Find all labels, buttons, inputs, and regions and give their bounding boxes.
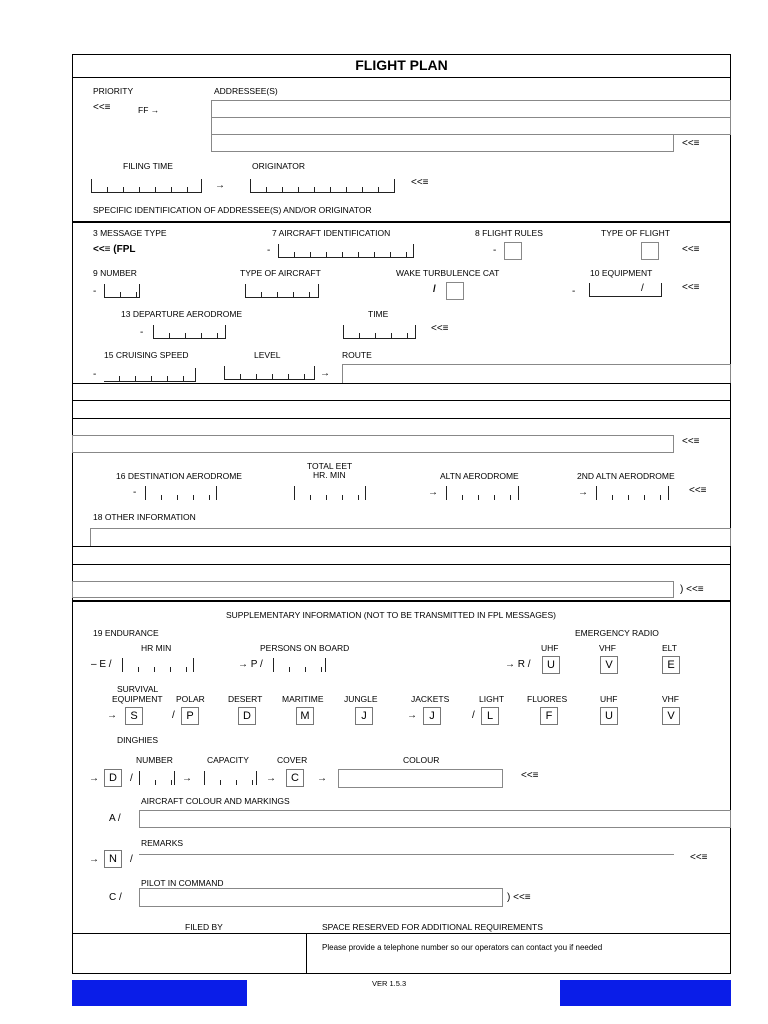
type-end: <<≡ [682, 244, 700, 255]
cruise-field[interactable] [104, 368, 196, 382]
dash: - [93, 286, 97, 297]
remarks-box[interactable]: N [104, 850, 122, 868]
addressee-field-1[interactable] [211, 100, 731, 118]
fluores-label: FLUORES [527, 694, 568, 704]
colour-field[interactable] [338, 769, 503, 788]
filing-arrow: → [215, 180, 225, 191]
remarks-field[interactable] [139, 851, 674, 855]
phone-note: Please provide a telephone number so our operators can contact you if needed [322, 943, 603, 952]
altn-label: ALTN AERODROME [440, 471, 519, 481]
form-title: FLIGHT PLAN [355, 57, 448, 73]
r-prefix: → R / [505, 659, 531, 670]
slash: / [130, 773, 133, 784]
version-label: VER 1.5.3 [372, 979, 407, 988]
wake-field[interactable] [446, 282, 464, 300]
jackets-label: JACKETS [411, 694, 450, 704]
route-field-1[interactable] [342, 364, 731, 384]
pob-label: PERSONS ON BOARD [260, 643, 350, 653]
elt-label: ELT [662, 643, 677, 653]
n-arrow: → [89, 854, 99, 865]
equipment-label: 10 EQUIPMENT [590, 268, 653, 278]
equip-end: <<≡ [682, 282, 700, 293]
uhf2-box[interactable]: U [600, 707, 618, 725]
right-blue-button[interactable] [560, 980, 731, 1006]
addressees-label: ADDRESSEE(S) [214, 86, 278, 96]
fluores-box[interactable]: F [540, 707, 558, 725]
equipment2-label: EQUIPMENT [112, 694, 163, 704]
desert-box[interactable]: D [238, 707, 256, 725]
remarks-end: <<≡ [690, 852, 708, 863]
survival-box[interactable]: S [125, 707, 143, 725]
time-label: TIME [368, 309, 389, 319]
type-aircraft-field[interactable] [245, 284, 319, 298]
time-field[interactable] [343, 325, 416, 339]
flight-rules-label: 8 FLIGHT RULES [475, 228, 543, 238]
dep-end: <<≡ [431, 323, 449, 334]
dash: - [93, 369, 97, 380]
maritime-box[interactable]: M [296, 707, 314, 725]
other-label: 18 OTHER INFORMATION [93, 512, 196, 522]
other-end: ) <<≡ [680, 584, 704, 595]
aircraft-id-field[interactable] [278, 244, 414, 258]
vhf-label: VHF [599, 643, 616, 653]
filed-by-label: FILED BY [185, 922, 223, 932]
aircraft-colour-label: AIRCRAFT COLOUR AND MARKINGS [141, 796, 290, 806]
jungle-label: JUNGLE [344, 694, 378, 704]
total-eet-field[interactable] [294, 486, 366, 500]
number-field[interactable] [104, 284, 140, 298]
slash: / [641, 283, 644, 294]
addressee-field-2[interactable] [211, 117, 731, 135]
specific-id-label: SPECIFIC IDENTIFICATION OF ADDRESSEE(S) AND/OR ORIGINATOR [93, 205, 372, 215]
level-field[interactable] [224, 366, 315, 380]
originator-end: <<≡ [411, 177, 429, 188]
d-arrow: → [89, 773, 99, 784]
dnumber-field[interactable] [139, 771, 175, 785]
dash: - [493, 245, 497, 256]
e-prefix: – E / [91, 659, 112, 670]
route-label: ROUTE [342, 350, 372, 360]
p-prefix: → P / [238, 659, 263, 670]
cruise-label: 15 CRUISING SPEED [104, 350, 189, 360]
type-of-flight-label: TYPE OF FLIGHT [601, 228, 670, 238]
dep-aero-field[interactable] [153, 325, 226, 339]
fpl-prefix: <<≡ (FPL [93, 244, 136, 255]
dash: - [572, 286, 576, 297]
left-blue-button[interactable] [72, 980, 247, 1006]
other-field-3[interactable] [72, 581, 674, 598]
filing-time-label: FILING TIME [123, 161, 173, 171]
a-prefix: A / [109, 813, 121, 824]
slash: / [130, 854, 133, 865]
j-arrow: → [407, 710, 417, 721]
desert-label: DESERT [228, 694, 263, 704]
dest-label: 16 DESTINATION AERODROME [116, 471, 242, 481]
level-label: LEVEL [254, 350, 281, 360]
dest-end: <<≡ [689, 485, 707, 496]
filing-time-field[interactable] [91, 179, 202, 193]
addressee-field-3[interactable] [211, 134, 674, 152]
ff-label: FF → [138, 105, 160, 115]
dest-field[interactable] [145, 486, 217, 500]
equipment-field[interactable] [589, 283, 662, 297]
altn-field[interactable] [446, 486, 519, 500]
other-field-1[interactable] [90, 528, 731, 547]
pic-field[interactable] [139, 888, 503, 907]
message-type-label: 3 MESSAGE TYPE [93, 228, 167, 238]
priority-prefix: <<≡ [93, 102, 111, 113]
endurance-label: 19 ENDURANCE [93, 628, 159, 638]
addressee-end: <<≡ [682, 138, 700, 149]
slash: / [433, 284, 436, 295]
c-arrow3: → [317, 773, 327, 784]
type-of-flight-field[interactable] [641, 242, 659, 260]
pic-label: PILOT IN COMMAND [141, 878, 224, 888]
route-field-4[interactable] [72, 435, 674, 453]
pic-end: ) <<≡ [507, 892, 531, 903]
endurance-field[interactable] [122, 658, 194, 672]
dash: - [133, 487, 137, 498]
capacity-label: CAPACITY [207, 755, 249, 765]
light-label: LIGHT [479, 694, 505, 704]
dinghies-box[interactable]: D [104, 769, 122, 787]
slash: / [472, 710, 475, 721]
uhf-box[interactable]: U [542, 656, 560, 674]
number-label: 9 NUMBER [93, 268, 137, 278]
route-end: <<≡ [682, 436, 700, 447]
filed-by-field[interactable] [74, 935, 304, 972]
polar-label: POLAR [176, 694, 205, 704]
vhf2-label: VHF [662, 694, 679, 704]
polar-box[interactable]: P [181, 707, 199, 725]
supp-label: SUPPLEMENTARY INFORMATION (NOT TO BE TRANSMITTED IN FPL MESSAGES) [226, 610, 556, 620]
jungle-box[interactable]: J [355, 707, 373, 725]
aircraft-id-label: 7 AIRCRAFT IDENTIFICATION [272, 228, 391, 238]
dinghy-end: <<≡ [521, 770, 539, 781]
dash: - [267, 245, 271, 256]
space-reserved-label: SPACE RESERVED FOR ADDITIONAL REQUIREMENTS [322, 922, 543, 932]
aircraft-colour-field[interactable] [139, 810, 731, 828]
dinghies-label: DINGHIES [117, 735, 159, 745]
altn2-label: 2ND ALTN AERODROME [577, 471, 675, 481]
c-arrow1: → [182, 773, 192, 784]
uhf2-label: UHF [600, 694, 618, 704]
slash: / [172, 710, 175, 721]
vhf2-box[interactable]: V [662, 707, 680, 725]
hrmin2-label: HR MIN [141, 643, 172, 653]
maritime-label: MARITIME [282, 694, 324, 704]
pob-field[interactable] [273, 658, 326, 672]
c-arrow2: → [266, 773, 276, 784]
uhf-label: UHF [541, 643, 559, 653]
type-aircraft-label: TYPE OF AIRCRAFT [240, 268, 321, 278]
elt-box[interactable]: E [662, 656, 680, 674]
dnumber-label: NUMBER [136, 755, 173, 765]
flight-rules-field[interactable] [504, 242, 522, 260]
cover-box[interactable]: C [286, 769, 304, 787]
s-arrow: → [107, 710, 117, 721]
dash: - [140, 327, 144, 338]
hrmin-label: HR. MIN [313, 470, 346, 480]
altn2-arrow: → [578, 487, 588, 498]
vhf-box[interactable]: V [600, 656, 618, 674]
total-eet-label: TOTAL EET [307, 461, 353, 471]
originator-field[interactable] [250, 179, 395, 193]
originator-label: ORIGINATOR [252, 161, 306, 171]
survival-label: SURVIVAL [117, 684, 159, 694]
jackets-box[interactable]: J [423, 707, 441, 725]
remarks-label: REMARKS [141, 838, 184, 848]
light-box[interactable]: L [481, 707, 499, 725]
altn-arrow: → [428, 487, 438, 498]
wake-label: WAKE TURBULENCE CAT [396, 268, 500, 278]
colour-label: COLOUR [403, 755, 440, 765]
priority-label: PRIORITY [93, 86, 134, 96]
altn2-field[interactable] [596, 486, 669, 500]
dep-aero-label: 13 DEPARTURE AERODROME [121, 309, 243, 319]
capacity-field[interactable] [204, 771, 257, 785]
route-arrow: → [320, 368, 330, 379]
emergency-radio-label: EMERGENCY RADIO [575, 628, 659, 638]
cover-label: COVER [277, 755, 308, 765]
c-prefix: C / [109, 892, 122, 903]
